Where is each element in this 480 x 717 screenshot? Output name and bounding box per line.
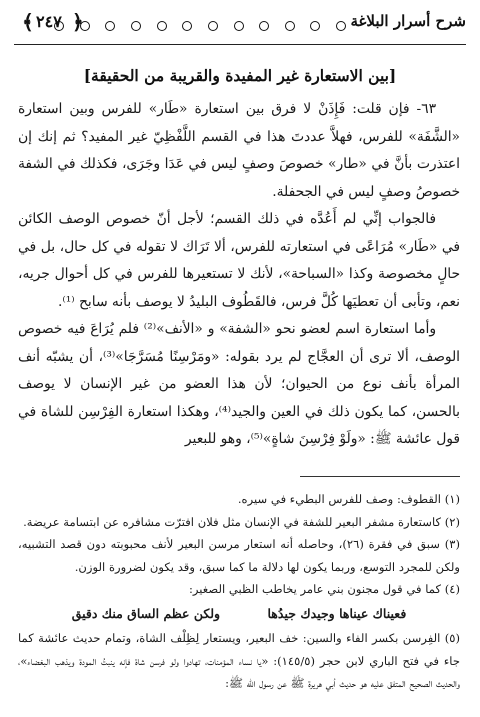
verse-second-hemistich: ولكن عظم الساق منك دقيق	[71, 605, 221, 621]
footnote-separator	[300, 476, 460, 477]
footnote-5: (٥) الفِرسن بكسر الفاء والسين: خف البعير، ويستعار لِظِلْف الشاة، وتمام حديث عائشة كما جاء في فتح الباري لابن حجر (١٤٥/٥): «يا نساء المؤمنات، تهادوا ولو فرسن شاة فإنه ينبتُ المودة ويذهب البغضاء»، والحديث الصحيح المتفق عليه هو حديث أبي هريرة ﷺ عن رسول الله ﷺ:	[18, 631, 461, 690]
footnotes	[18, 488, 460, 695]
page-header	[14, 8, 466, 48]
page-number-brace-left: ﴾	[22, 10, 34, 34]
footnote-3: (٣) سبق في فقرة (٢٦)، وحاصله أنه استعار مرسن البعير لأنف محبوبته دون قصد التشبيه، ولكن للمجرد التوسع، وربما يكون لها دلالة ما كما سبق، وقد يكون لضرورة الوزن.	[18, 537, 460, 574]
section-heading: [بين الاستعارة غير المفيدة والقريبة من الحقيقة]	[83, 66, 397, 85]
page-number: ٢٤٧	[36, 12, 62, 31]
poetry-verse	[18, 603, 460, 626]
verse-first-hemistich: فعيناك عيناها وجيدك جيدُها	[267, 605, 407, 621]
header-ornament	[54, 20, 346, 32]
paragraph-63: ٦٣- فإن قلت: فَإِذَنْ لا فرق بين استعارة «طَار» للفرس وبين استعارة «الشَّفَة» للفرس، فهلاَّ عددتَ هذا في القسم اللَّفْظِيّ غير المفيد؟ ثم إنك إن اعتذرت بأنَّ في «طار» خصوصَ وصفٍ ليس في عَدَا وجَرَى، فكذلك في الشفة خصوصُ وصفٍ ليس في الجحفلة.	[18, 101, 460, 200]
main-text	[18, 96, 460, 454]
footnote-4: (٤) كما في قول مجنون بني عامر يخاطب الظبي الصغير:	[189, 582, 460, 596]
footnote-2: (٢) كاستعارة مشفر البعير للشفة في الإنسان مثل فلان افترّت مشافره عن ابتسامة عريضة.	[23, 514, 460, 529]
page-number-brace-right: ﴿	[72, 10, 84, 34]
paragraph-organ-metaphor: وأما استعارة اسم لعضو نحو «الشفة» و «الأنف»⁽²⁾ فلم يُرَاعَ فيه خصوص الوصف، ألا ترى أن العجَّاج لم يرد بقوله: «ومَرْسِنًا مُسَرَّجَا»⁽³⁾، أن يشبّه أنف المرأة بأنف نوع من الحيوان؛ لأن هذا العضو من غير الإنسان لا يوصف بالحسن، كما يكون ذلك في العين والجيد⁽⁴⁾، وهكذا استعارة الفِرْسِن للشاة في قول عائشة ﷺ: «ولَوْ فِرْسِنَ شاةٍ»⁽⁵⁾، وهو للبعير	[18, 321, 461, 447]
running-title: شرح أسرار البلاغة	[350, 12, 466, 30]
header-rule	[14, 44, 466, 45]
footnote-1: (١) القطوف: وصف للفرس البطيء في سيره.	[237, 492, 460, 506]
paragraph-answer: فالجواب إنِّي لم أَعُدَّه في ذلك القسم؛ لأجل أنّ خصوص الوصف الكائن في «طَار» مُرَاعًى في استعارته للفرس، ألا تَرَاك لا تقوله في كل حال، بل في حالٍ مخصوصة وكذا «السباحة»، لأنك لا تستعيرها للفرس في كل أحوال جريه، نعم، وتأبى أن تعطيَها كُلَّ فرس، فالقَطُوف البليدُ لا يوصف بأنه سابح ⁽¹⁾.	[18, 211, 460, 310]
